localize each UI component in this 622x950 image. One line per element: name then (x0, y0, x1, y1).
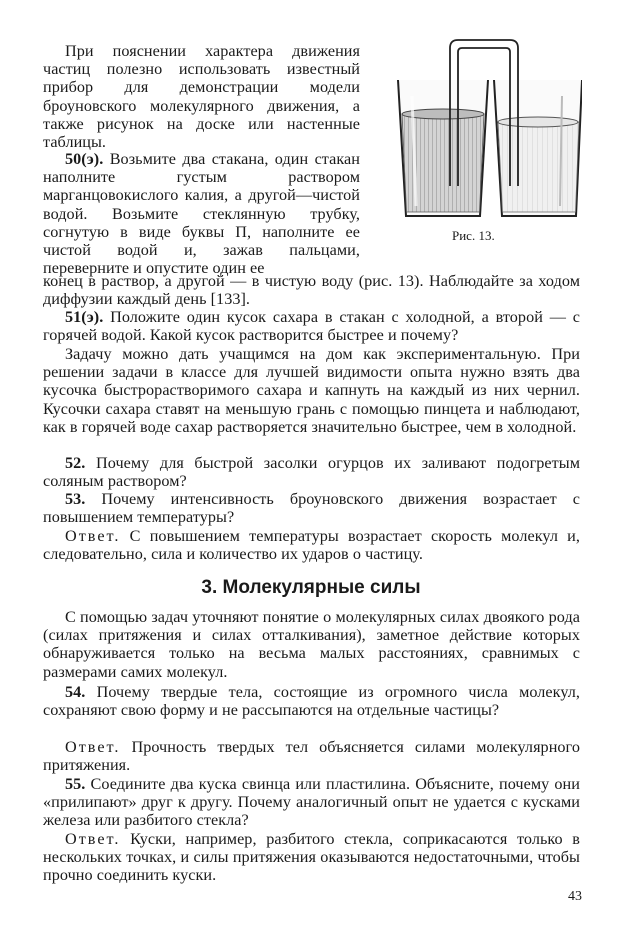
answer-55-label: Ответ. (65, 830, 121, 848)
task-52-text: Почему для быстрой засолки огурцов их заливают подогретым соляным раствором? (43, 454, 580, 491)
answer-53 (43, 527, 580, 563)
task-55-text: Соедините два куска свинца или пластилина. Объясните, почему они «прилипают» друг к другу. Почему аналогичный опыт не удается с кусками железа или разбитого стекла? (43, 775, 580, 830)
section-heading: 3. Молекулярные силы (201, 577, 421, 598)
answer-55-text: Куски, например, разбитого стекла, соприкасаются только в нескольких точках, и силы притяжения оказываются недостаточными, чтобы прочно соединить куски. (43, 830, 580, 885)
task-51-text: Положите один кусок сахара в стакан с холодной, а второй — с горячей водой. Какой кусок растворится быстрее и почему? (43, 308, 580, 345)
left-glass (398, 80, 488, 216)
task-50-text-top: Возьмите два стакана, один стакан наполните густым раствором марганцовокислого калия, а другой—чистой водой. Возьмите стеклянную трубку, согнутую в виде буквы П, наполните ее чистой водой и, зажав пальцами, переверните и опустите один ее (43, 150, 360, 278)
task-54-text: Почему твердые тела, состоящие из огромного числа молекул, сохраняют свою форму и не рассыпаются на отдельные частицы? (43, 683, 580, 720)
answer-54-text: Прочность твердых тел объясняется силами молекулярного притяжения. (43, 738, 580, 775)
answer-55 (43, 830, 580, 885)
page-number: 43 (568, 889, 582, 904)
answer-53-text: С повышением температуры возрастает скорость молекул и, следовательно, сила и количество их ударов о частицу. (43, 527, 580, 564)
task-54 (43, 683, 580, 719)
task-50-number: 50(э). (65, 150, 104, 168)
answer-54-label: Ответ. (65, 738, 121, 756)
task-54-number: 54. (65, 683, 86, 701)
task-55-number: 55. (65, 775, 86, 793)
task-55 (43, 775, 580, 830)
answer-54 (43, 738, 580, 774)
task-53 (43, 490, 580, 526)
figure-caption: Рис. 13. (452, 228, 495, 243)
task-51-number: 51(э). (65, 308, 104, 326)
task-51 (43, 308, 580, 344)
intro-paragraph: При пояснении характера движения частиц полезно использовать известный прибор для демонстрации модели броуновского молекулярного движения, а также рисунок на доске или настенные таблицы. (43, 42, 360, 152)
figure-two-glasses (392, 36, 582, 226)
task-52 (43, 454, 580, 490)
right-glass (494, 80, 582, 216)
task-50-top (43, 150, 360, 277)
answer-53-label: Ответ. (65, 527, 121, 545)
homework-paragraph: Задачу можно дать учащимся на дом как экспериментальную. При решении задачи в классе для лучшей видимости опыта нужно взять два кусочка быстрорастворимого сахара и капнуть на каждый из них чернил. Кусочки сахара ставят на меньшую грань с помощью пинцета и наблюдают, как в горячей воде сахар растворяется значительно быстрее, чем в холодной. (43, 345, 580, 436)
task-53-number: 53. (65, 490, 86, 508)
task-50-bottom: конец в раствор, а другой — в чистую воду (рис. 13). Наблюдайте за ходом диффузии каждый день [133]. (43, 272, 580, 309)
task-52-number: 52. (65, 454, 86, 472)
task-53-text: Почему интенсивность броуновского движения возрастает с повышением температуры? (43, 490, 580, 527)
section-intro: С помощью задач уточняют понятие о молекулярных силах двоякого рода (силах притяжения и силах отталкивания), заметное действие которых обнаруживается только на весьма малых расстояниях, сравнимых с размерами самих молекул. (43, 608, 580, 681)
